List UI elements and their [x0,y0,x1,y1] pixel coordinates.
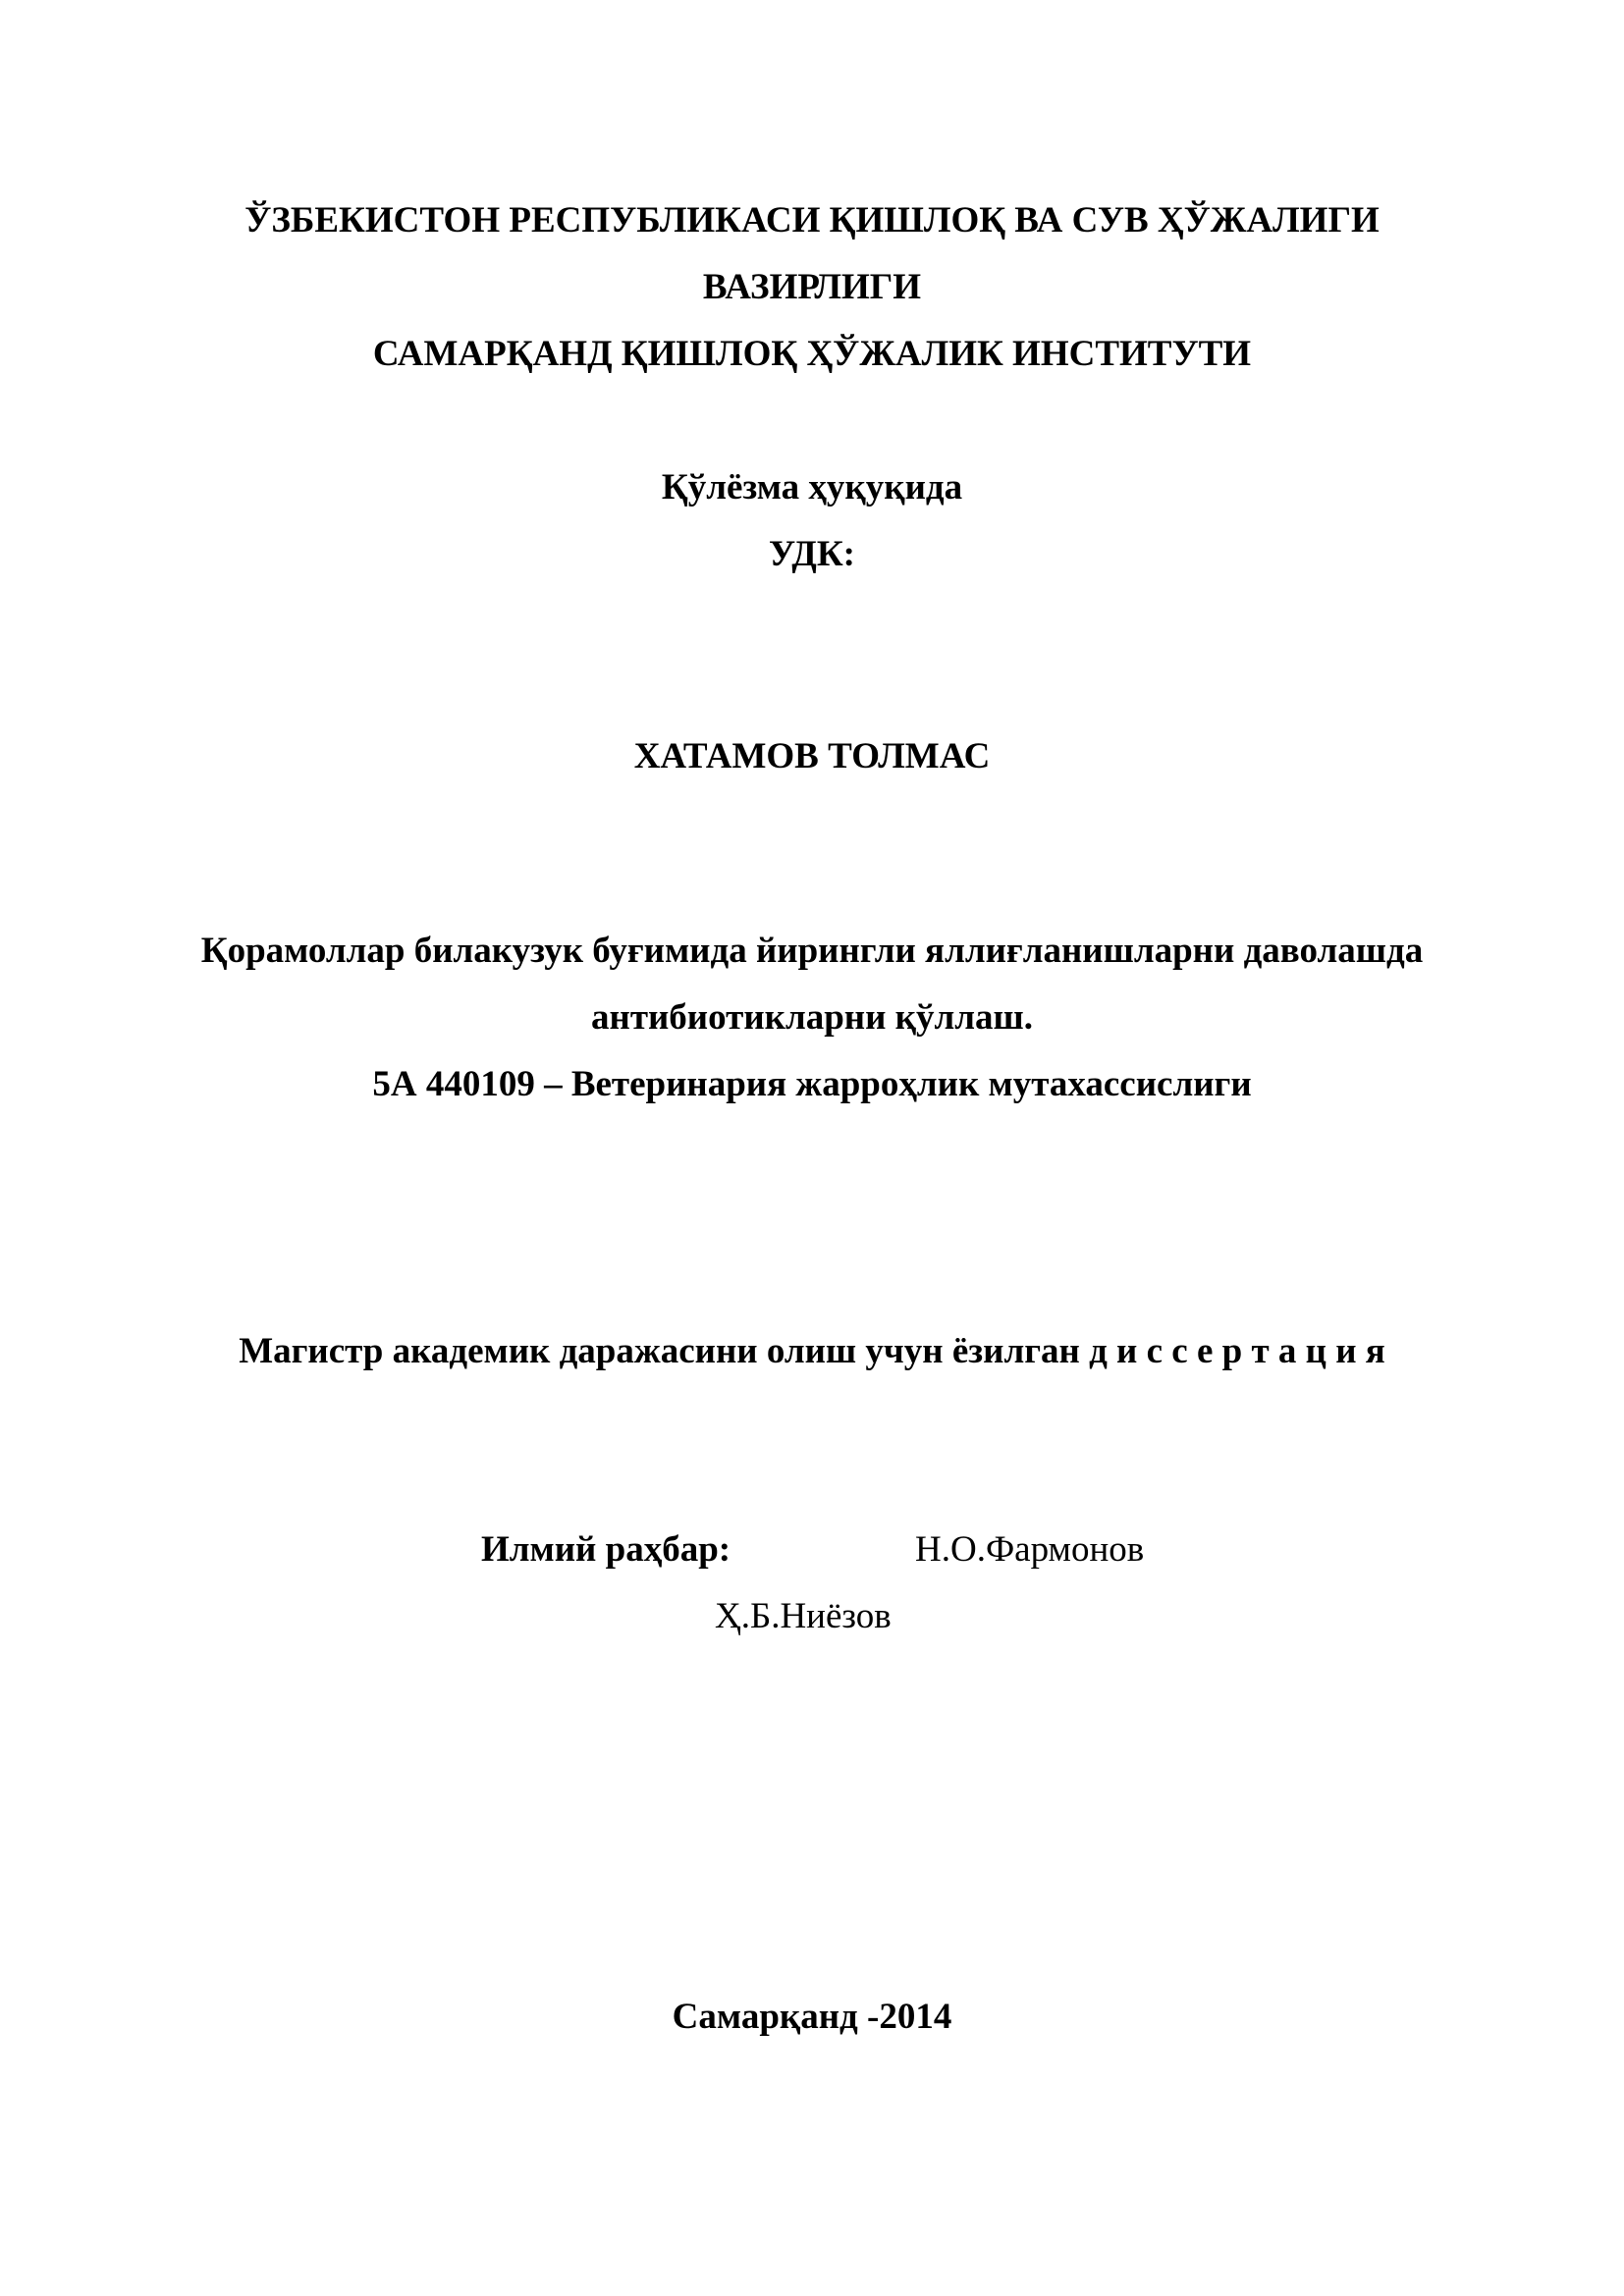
manuscript-rights: Қўлёзма ҳуқуқида [661,467,963,507]
ministry-title-line2: ВАЗИРЛИГИ [702,267,922,307]
author-name: ХАТАМОВ ТОЛМАС [633,736,991,776]
specialty-line: 5А 440109 – Ветеринария жарроҳлик мутахассислиги [372,1064,1252,1104]
institute-title: САМАРҚАНД ҚИШЛОҚ ҲЎЖАЛИК ИНСТИТУТИ [372,334,1252,374]
udk-label: УДК: [768,534,856,574]
ministry-title-line1: ЎЗБЕКИСТОН РЕСПУБЛИКАСИ ҚИШЛОҚ ВА СУВ ҲЎЖАЛИГИ [244,200,1380,240]
supervisor-label: Илмий раҳбар: [481,1529,731,1570]
thesis-title-line2: антибиотикларни қўллаш. [591,997,1033,1038]
city-year: Самарқанд -2014 [672,1997,952,2037]
degree-statement: Магистр академик даражасини олиш учун ёзилган д и с с е р т а ц и я [239,1331,1385,1371]
thesis-title-line1: Қорамоллар билакузук буғимида йирингли яллиғланишларни даволашда [200,931,1424,971]
supervisor-first: Н.О.Фармонов [915,1529,1145,1570]
supervisor-second: Ҳ.Б.Ниёзов [715,1596,892,1636]
